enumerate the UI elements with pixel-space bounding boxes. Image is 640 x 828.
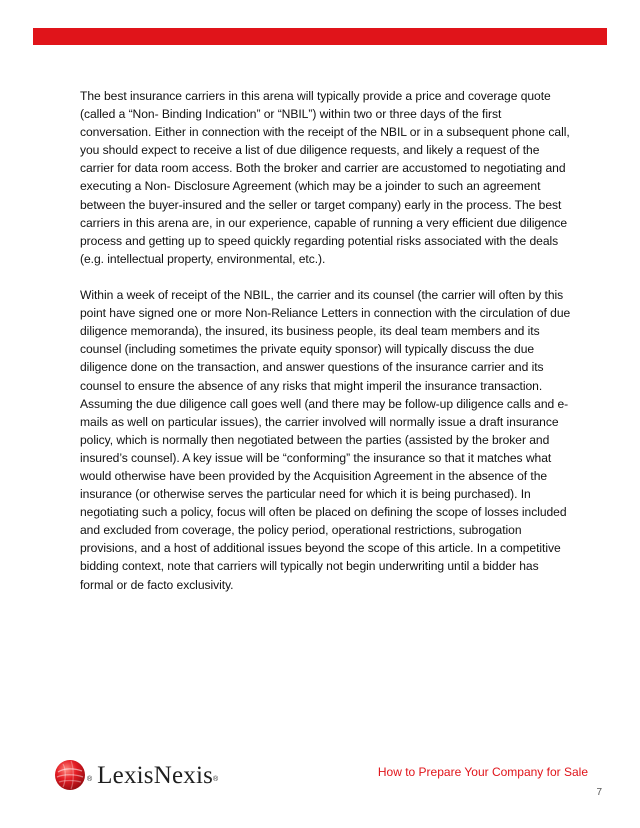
body-paragraph-1: The best insurance carriers in this arena will typically provide a price and coverage quote (called a “Non- Binding Indication” or “NBIL”) within two or three days of the first conversation. Either in connection with the receipt of the NBIL or in a subsequent phone call, you should expect to receive a list of due diligence requests, and likely a request of the carrier for data room access. Both the broker and carrier are accustomed to negotiating and executing a Non- Disclosure Agreement (which may be a joinder to such an agreement between the buyer-insured and the seller or target company) early in the process. The best carriers in this arena are, in our experience, capable of running a very efficient due diligence process and getting up to speed quickly regarding potential risks associated with the deals (e.g. intellectual property, environmental, etc.). (80, 89, 570, 266)
lexisnexis-globe-icon (54, 759, 86, 791)
page-body (80, 87, 572, 612)
page-number: 7 (596, 787, 602, 798)
document-title: How to Prepare Your Company for Sale (377, 765, 588, 779)
registered-mark: ® (87, 775, 93, 783)
header-accent-bar (33, 28, 607, 45)
registered-mark: ® (213, 775, 219, 783)
lexisnexis-logo (54, 758, 218, 792)
body-paragraph-2: Within a week of receipt of the NBIL, the carrier and its counsel (the carrier will often by this point have signed one or more Non-Reliance Letters in connection with the circulation of due diligence memoranda), the insured, its business people, its deal team members and its counsel (including sometimes the private equity sponsor) will typically discuss the due diligence done on the transaction, and answer questions of the insurance carrier and its counsel to ensure the absence of any risks that might imperil the insurance transaction. Assuming the due diligence call goes well (and there may be follow-up diligence calls and e-mails as well on particular issues), the carrier involved will normally issue a draft insurance policy, which is normally then negotiated between the parties (assisted by the broker and insured’s counsel). A key issue will be “conforming” the insurance so that it matches what would otherwise have been provided by the Acquisition Agreement in the absence of the insurance (or otherwise serves the particular need for which it is being purchased). In negotiating such a policy, focus will often be placed on defining the scope of losses included and excluded from coverage, the policy period, operational restrictions, subrogation provisions, and a host of additional issues beyond the scope of this article. In a competitive bidding context, note that carriers will typically not begin underwriting until a bidder has formal or de facto exclusivity. (80, 288, 571, 592)
logo-wordmark: LexisNexis (97, 762, 214, 789)
